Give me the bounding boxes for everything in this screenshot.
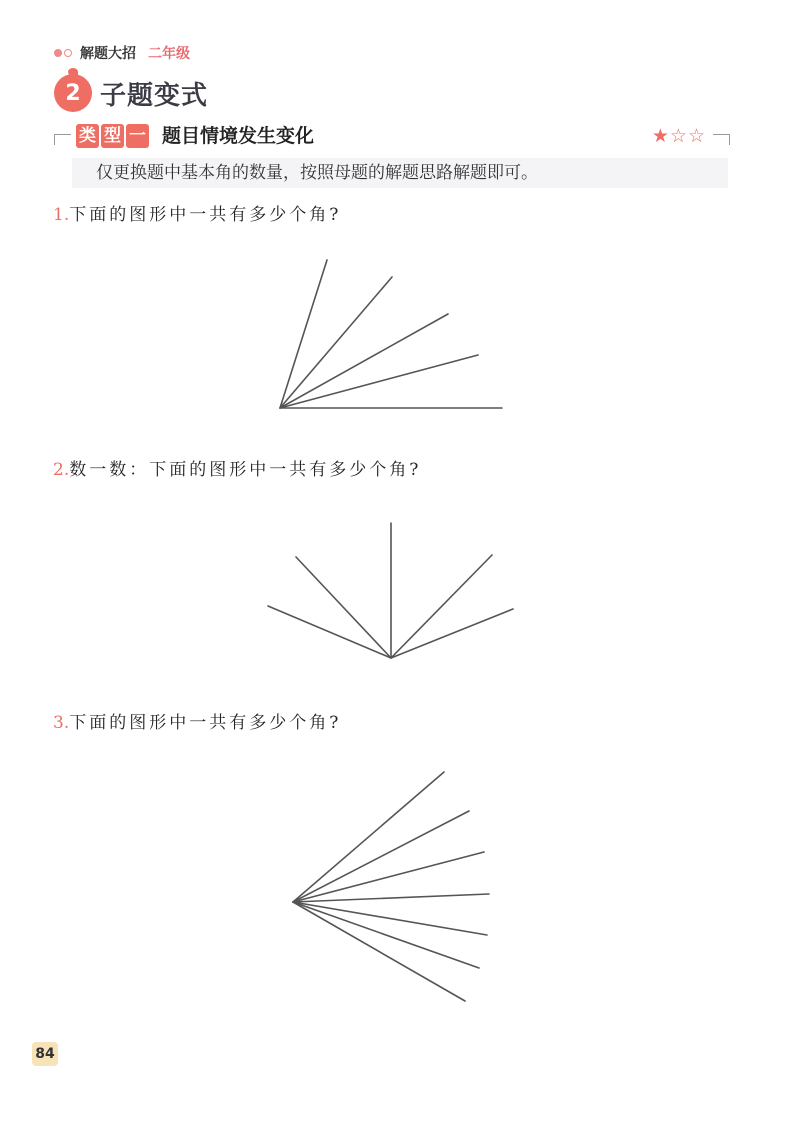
type-tag-char: 类 (76, 124, 99, 148)
figure-3-ray (293, 894, 489, 902)
figure-2-ray (296, 557, 391, 658)
figure-2 (268, 523, 513, 658)
figure-3-ray (293, 811, 469, 902)
section-title: 子题变式 (100, 80, 209, 111)
type-tag-char: 一 (126, 124, 149, 148)
figure-1-ray (280, 355, 478, 408)
type-title: 题目情境发生变化 (162, 125, 315, 147)
figure-1-ray (280, 277, 392, 408)
book-title: 解题大招 (80, 46, 136, 62)
question-text: 下面的图形中一共有多少个角? (69, 205, 342, 225)
figure-2-ray (391, 609, 513, 658)
star-empty-icon: ☆ (687, 125, 706, 147)
type-tag-char: 型 (101, 124, 124, 148)
figure-2-ray (391, 555, 492, 658)
figure-3 (293, 772, 489, 1001)
section-number: 2 (65, 80, 81, 106)
question-text: 数一数：下面的图形中一共有多少个角? (69, 460, 422, 480)
grade-label: 二年级 (148, 46, 190, 62)
question-text: 下面的图形中一共有多少个角? (69, 713, 342, 733)
question-number: 2. (53, 460, 70, 480)
question-number: 3. (53, 713, 70, 733)
star-empty-icon: ☆ (669, 125, 688, 147)
intro-text: 仅更换题中基本角的数量，按照母题的解题思路解题即可。 (72, 158, 728, 188)
star-filled-icon: ★ (651, 125, 670, 147)
figure-3-ray (293, 902, 479, 968)
figure-1 (280, 260, 502, 408)
page-number: 84 (32, 1042, 58, 1066)
figure-2-ray (268, 606, 391, 658)
question-number: 1. (53, 205, 70, 225)
